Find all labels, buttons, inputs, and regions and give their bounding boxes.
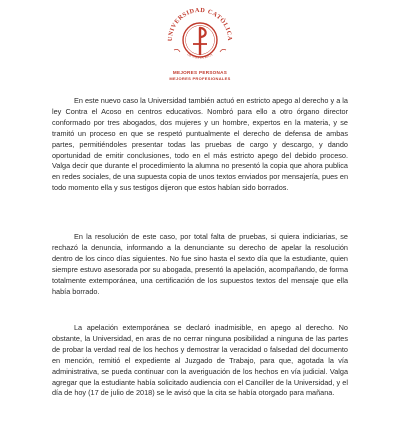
- paragraph-3: La apelación extemporánea se declaró inadmisible, en apego al derecho. No obstante, la Universidad, en aras de no cerrar ninguna posibilidad a ninguna de las partes de probar la verdad real de los hechos y demostrar la veracidad o falsedad del documento en mención, remitió el expediente al Juzgado de Trabajo, para que, agotada la vía administrativa, se pueda continuar con la averiguación de los hechos en vía judicial. Valga agregar que la estudiante había solicitado audiencia con el Canciller de la Universidad, y el día de hoy (17 de julio de 2018) se le avisó que la cita se había otorgado para mañana.: [52, 323, 348, 398]
- paragraph-2: En la resolución de este caso, por total falta de pruebas, si quiera indiciarias, se rechazó la denuncia, informando a la denunciante su derecho de apelar la resolución dentro de los cinco días siguientes. No fue sino hasta el sexto día que la estudiante, quien siempre estuvo asesorada por su abogada, presentó la apelación, acompañando, de forma totalmente extemporánea, una certificación de los supuestos textos del mensaje que ella había borrado.: [52, 232, 348, 296]
- tagline-secondary: MEJORES PROFESIONALES: [169, 76, 231, 81]
- tagline-primary: MEJORES PERSONAS: [172, 70, 228, 75]
- chi-rho-seal-icon: [160, 4, 240, 70]
- seal-arc-text: UNIVERSIDAD CATÓLICA: [166, 6, 234, 42]
- paragraph-1: En este nuevo caso la Universidad también actuó en estricto apego al derecho y a la ley Contra el Acoso en centros educativos. Nombró para ello a otro órgano director conformado por tres abogados, dos mujeres y un hombre, expertos en la materia, y se tramitó un proceso en que se respetó puntualmente el derecho de defensa de ambas partes, permitiéndoles presentar todas las pruebas de cargo y descargo, y dando oportunidad de emitir conclusiones, todo en el más estricto apego del debido proceso. Valga decir que durante el procedimiento la alumna no presentó la copia que ahora publica en redes sociales, de una supuesta copia de unos textos enviados por mensajería, pues en todo momento ella y sus testigos dijeron que estos habían sido borrados.: [52, 96, 348, 193]
- seal-bottom-text: DE COSTA RICA: [186, 52, 214, 60]
